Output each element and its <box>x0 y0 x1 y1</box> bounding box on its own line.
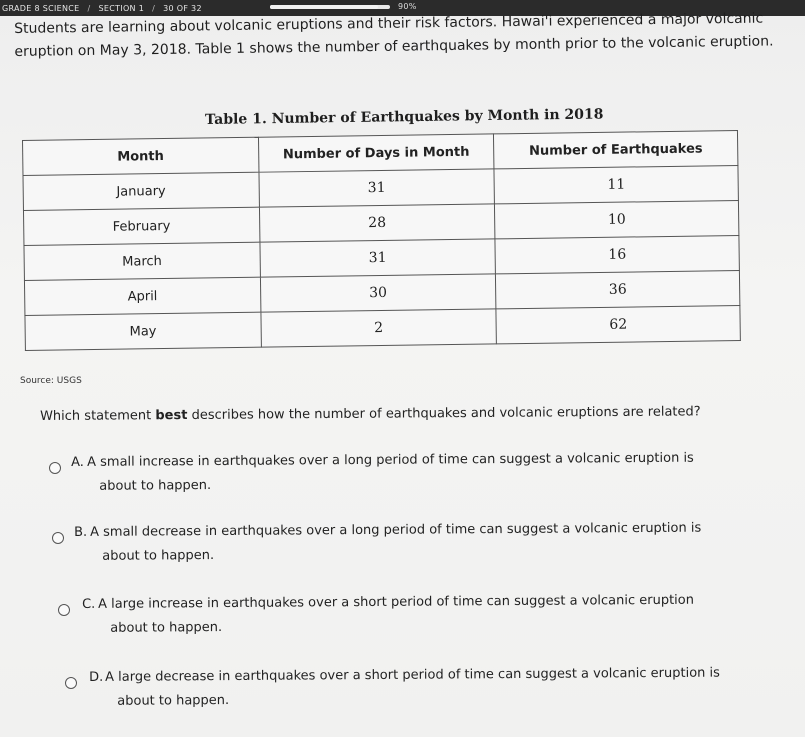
cell-days: 28 <box>259 204 495 242</box>
question-position: 30 OF 32 <box>163 3 202 13</box>
option-text-continued: about to happen. <box>99 478 212 494</box>
question-prefix: Which statement <box>40 408 156 424</box>
separator: / <box>87 3 91 13</box>
intro-paragraph: Students are learning about volcanic eruptions and their risk factors. Hawai'i experienced a major volcanic eruption on May 3, 2018. Table 1 shows the number of earthquakes by month prior to the volcanic eruption. <box>14 10 774 60</box>
question-emphasis: best <box>155 407 188 424</box>
earthquake-table <box>22 130 741 351</box>
cell-earthquakes: 62 <box>496 305 740 343</box>
option-text: A large decrease in earthquakes over a short period of time can suggest a volcanic eruption is <box>105 665 720 685</box>
option-letter: C. <box>82 596 96 612</box>
cell-days: 31 <box>259 169 495 207</box>
cell-days: 2 <box>261 309 497 347</box>
option-text: A small decrease in earthquakes over a long period of time can suggest a volcanic eruption is <box>90 520 702 540</box>
option-text-continued: about to happen. <box>117 693 230 709</box>
option-letter: D. <box>89 669 104 685</box>
cell-earthquakes: 16 <box>495 235 739 273</box>
separator: / <box>152 3 156 13</box>
progress-bar <box>270 5 390 9</box>
cell-month: April <box>24 277 260 315</box>
subject-label: GRADE 8 SCIENCE <box>2 3 80 13</box>
cell-month: May <box>25 312 261 350</box>
cell-earthquakes: 10 <box>495 201 739 239</box>
option-c-radio[interactable] <box>58 604 70 616</box>
cell-days: 30 <box>260 274 496 312</box>
answer-option-b[interactable] <box>74 517 701 569</box>
header-days: Number of Days in Month <box>258 134 494 172</box>
option-text: A small increase in earthquakes over a long period of time can suggest a volcanic eruption is <box>87 450 694 470</box>
cell-earthquakes: 36 <box>496 270 740 308</box>
option-text-continued: about to happen. <box>102 548 215 564</box>
cell-days: 31 <box>260 239 496 277</box>
option-letter: A. <box>71 454 84 470</box>
table-title: Table 1. Number of Earthquakes by Month in 2018 <box>205 106 604 128</box>
option-text: A large increase in earthquakes over a short period of time can suggest a volcanic eruption <box>98 592 695 612</box>
progress-percent: 90% <box>398 2 417 11</box>
cell-month: March <box>24 242 260 280</box>
option-letter: B. <box>74 524 88 540</box>
cell-earthquakes: 11 <box>494 166 738 204</box>
cell-month: February <box>23 207 259 245</box>
option-b-radio[interactable] <box>52 532 64 544</box>
answer-option-a[interactable] <box>71 447 694 499</box>
progress-fill <box>270 5 378 9</box>
cell-month: January <box>23 172 259 210</box>
answer-option-c[interactable] <box>82 589 694 641</box>
question-suffix: describes how the number of earthquakes and volcanic eruptions are related? <box>187 404 701 423</box>
question-stem <box>40 404 701 424</box>
section-label: SECTION 1 <box>98 3 145 13</box>
option-d-radio[interactable] <box>65 677 77 689</box>
header-earthquakes: Number of Earthquakes <box>494 131 738 169</box>
option-text-continued: about to happen. <box>110 620 223 636</box>
table-source: Source: USGS <box>20 376 82 386</box>
header-month: Month <box>23 137 259 175</box>
option-a-radio[interactable] <box>49 462 61 474</box>
answer-option-d[interactable] <box>89 662 720 714</box>
